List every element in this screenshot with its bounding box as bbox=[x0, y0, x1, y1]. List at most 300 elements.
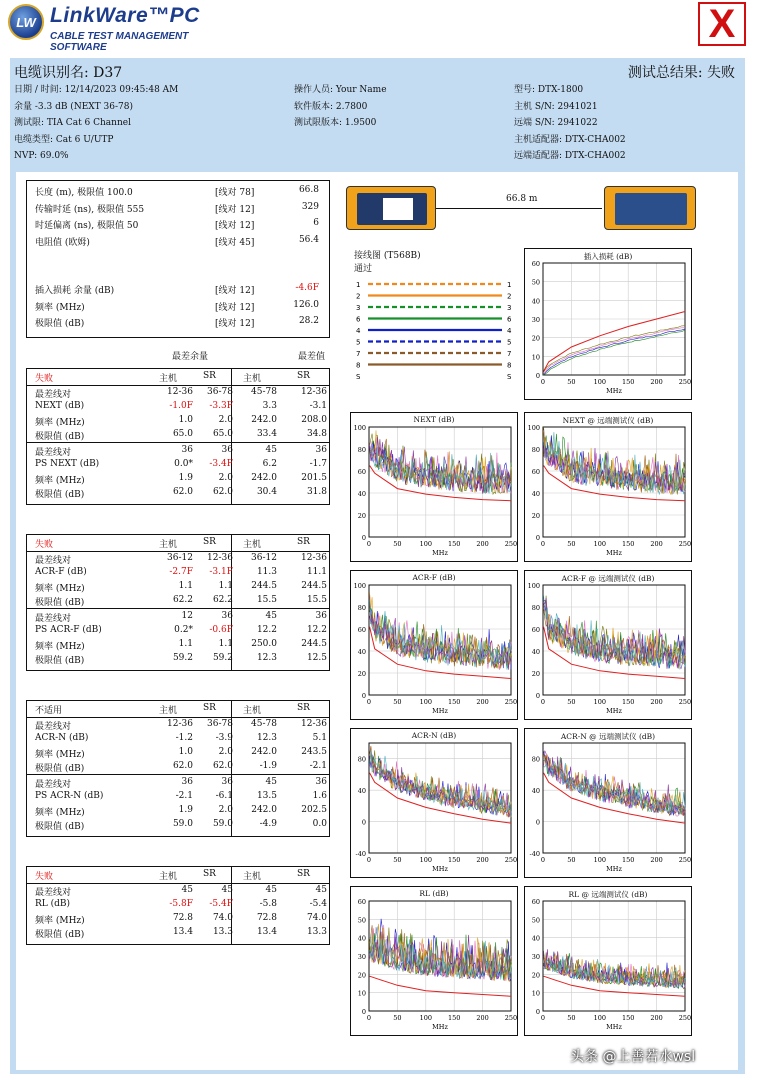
row-value: 12-36 bbox=[301, 387, 327, 397]
chart-title: RL @ 远端测试仪 (dB) bbox=[568, 890, 648, 899]
x-tick-label: 150 bbox=[447, 698, 461, 706]
table-col-header: SR bbox=[297, 371, 310, 381]
row-value: 62.0 bbox=[172, 487, 193, 497]
chart-panel bbox=[524, 248, 692, 400]
chart-plot bbox=[351, 413, 519, 563]
y-tick-label: 40 bbox=[531, 297, 540, 306]
summary-value: 56.4 bbox=[298, 234, 319, 245]
x-tick-label: 250 bbox=[678, 1014, 692, 1022]
x-axis-label: MHz bbox=[606, 865, 622, 873]
x-tick-label: 0 bbox=[540, 698, 546, 706]
wiremap-pin-right: 4 bbox=[507, 327, 512, 335]
il-label: 频率 (MHz) bbox=[35, 302, 85, 313]
row-value: -5.4 bbox=[309, 899, 327, 909]
wiremap-result: 通过 bbox=[354, 264, 373, 274]
x-axis-label: MHz bbox=[432, 1023, 448, 1031]
limit-line bbox=[370, 976, 511, 996]
block-divider bbox=[27, 774, 329, 775]
x-tick-label: 100 bbox=[593, 698, 607, 706]
y-tick-label: 40 bbox=[531, 934, 540, 943]
y-tick-label: 0 bbox=[535, 372, 540, 380]
x-tick-label: 250 bbox=[678, 698, 692, 706]
result-table bbox=[26, 866, 330, 945]
row-value: 1.0 bbox=[178, 747, 193, 757]
row-label: ACR-F (dB) bbox=[35, 567, 87, 577]
y-tick-label: 50 bbox=[531, 916, 540, 925]
app-name: LinkWare™PC bbox=[50, 4, 200, 27]
x-tick-label: 200 bbox=[476, 1014, 489, 1022]
worst-value-header: 最差值 bbox=[298, 352, 326, 362]
row-value: 36 bbox=[315, 445, 327, 455]
row-value: 12.3 bbox=[256, 733, 277, 743]
row-value: 2.0 bbox=[218, 473, 233, 483]
y-tick-label: 0 bbox=[535, 692, 540, 700]
summary-value: 66.8 bbox=[298, 185, 319, 195]
row-value: 0.2* bbox=[174, 625, 193, 635]
x-tick-label: 50 bbox=[393, 1014, 402, 1022]
row-value: 13.5 bbox=[256, 791, 277, 801]
x-tick-label: 0 bbox=[366, 698, 372, 706]
row-label: 频率 (MHz) bbox=[35, 584, 85, 594]
row-value: 13.4 bbox=[256, 927, 277, 937]
il-value: 28.2 bbox=[298, 316, 319, 326]
summary-pair: [线对 78] bbox=[215, 188, 255, 198]
y-tick-label: 60 bbox=[357, 626, 366, 634]
y-tick-label: 0 bbox=[361, 1008, 366, 1016]
x-tick-label: 200 bbox=[476, 540, 489, 548]
row-value: -1.9 bbox=[259, 761, 277, 771]
row-label: 频率 (MHz) bbox=[35, 916, 85, 926]
wiremap-pin-right: 6 bbox=[507, 315, 512, 324]
row-value: 59.0 bbox=[212, 819, 233, 829]
chart-panel bbox=[350, 570, 518, 720]
y-tick-label: 20 bbox=[357, 512, 366, 520]
y-tick-label: 30 bbox=[357, 953, 366, 961]
row-value: 13.3 bbox=[212, 927, 233, 937]
wiremap-pin-right: S bbox=[507, 373, 512, 381]
x-axis-label: MHz bbox=[606, 549, 622, 557]
wiremap-pin-left: 4 bbox=[356, 327, 361, 335]
row-value: 1.1 bbox=[178, 639, 193, 649]
chart-panel bbox=[350, 412, 518, 562]
result-table bbox=[26, 368, 330, 505]
x-tick-label: 200 bbox=[650, 698, 663, 706]
row-value: 2.0 bbox=[218, 805, 233, 815]
y-tick-label: 40 bbox=[357, 787, 366, 796]
series-trace bbox=[544, 329, 685, 375]
row-value: 6.2 bbox=[262, 459, 277, 469]
header-limit: 测试限: TIA Cat 6 Channel bbox=[14, 118, 131, 128]
row-value: 12-36 bbox=[301, 553, 327, 563]
x-tick-label: 200 bbox=[650, 378, 663, 386]
y-tick-label: 40 bbox=[531, 787, 540, 796]
worst-margin-header: 最差余量 bbox=[172, 352, 209, 362]
row-value: 45 bbox=[181, 885, 193, 895]
row-value: 59.2 bbox=[212, 653, 233, 663]
chart-title: NEXT (dB) bbox=[413, 415, 455, 424]
row-value: 12-36 bbox=[207, 553, 233, 563]
chart-plot bbox=[351, 729, 519, 879]
x-tick-label: 50 bbox=[393, 698, 402, 706]
table-col-header: 主机 bbox=[159, 706, 178, 716]
row-value: 208.0 bbox=[301, 415, 327, 425]
chart-panel bbox=[524, 570, 692, 720]
row-value: 62.0 bbox=[212, 761, 233, 771]
row-value: 13.4 bbox=[172, 927, 193, 937]
table-col-header: 主机 bbox=[243, 540, 262, 550]
wiremap-pin-left: 7 bbox=[356, 350, 361, 358]
table-divider bbox=[27, 717, 329, 718]
row-value: 242.0 bbox=[251, 415, 277, 425]
header-main-sn: 主机 S/N: 2941021 bbox=[514, 101, 598, 112]
row-label: 最差线对 bbox=[35, 448, 72, 458]
chart-panel bbox=[350, 728, 518, 878]
x-tick-label: 250 bbox=[678, 378, 692, 386]
x-tick-label: 50 bbox=[393, 540, 402, 548]
row-value: 244.5 bbox=[301, 581, 327, 591]
y-tick-label: 20 bbox=[357, 670, 366, 678]
row-value: 1.1 bbox=[218, 639, 233, 649]
header-limit-version: 测试限版本: 1.9500 bbox=[294, 118, 377, 128]
row-value: 202.5 bbox=[301, 805, 327, 815]
x-tick-label: 250 bbox=[504, 1014, 518, 1022]
main-unit-icon bbox=[346, 186, 436, 230]
x-axis-label: MHz bbox=[432, 865, 448, 873]
table-status: 失败 bbox=[35, 540, 54, 550]
row-value: -3.1 bbox=[309, 401, 327, 411]
header-col-1 bbox=[14, 82, 178, 165]
y-tick-label: 40 bbox=[531, 490, 540, 498]
row-value: 1.1 bbox=[178, 581, 193, 591]
x-tick-label: 150 bbox=[621, 1014, 635, 1022]
y-tick-label: 80 bbox=[357, 446, 366, 454]
chart-title: ACR-N (dB) bbox=[411, 731, 457, 740]
header-software: 软件版本: 2.7800 bbox=[294, 101, 368, 112]
row-label: 极限值 (dB) bbox=[35, 432, 85, 442]
x-tick-label: 200 bbox=[476, 856, 489, 864]
wiremap-pin-left: 2 bbox=[356, 292, 361, 301]
row-value: 31.8 bbox=[306, 487, 327, 497]
table-col-header: SR bbox=[297, 869, 310, 879]
row-value: 59.0 bbox=[172, 819, 193, 829]
row-value: 244.5 bbox=[301, 639, 327, 649]
x-axis-label: MHz bbox=[606, 1023, 622, 1031]
y-tick-label: 100 bbox=[353, 424, 366, 432]
chart-panel bbox=[524, 412, 692, 562]
row-value: 12.2 bbox=[256, 625, 277, 635]
row-value: 72.8 bbox=[172, 913, 193, 923]
y-tick-label: 80 bbox=[531, 604, 540, 612]
summary-label: 时延偏离 (ns), 极限值 50 bbox=[35, 221, 139, 231]
row-value: 45 bbox=[265, 611, 277, 621]
row-label: 极限值 (dB) bbox=[35, 656, 85, 666]
block-divider bbox=[27, 442, 329, 443]
table-status: 失败 bbox=[35, 374, 54, 384]
y-tick-label: 0 bbox=[361, 692, 366, 700]
row-value: 36 bbox=[181, 777, 193, 787]
table-status: 不适用 bbox=[35, 706, 63, 716]
row-label: 最差线对 bbox=[35, 556, 72, 566]
wiremap-pin-left: 3 bbox=[356, 304, 361, 312]
x-tick-label: 250 bbox=[504, 698, 518, 706]
row-value: -5.4F bbox=[209, 899, 233, 909]
row-value: 2.0 bbox=[218, 415, 233, 425]
row-value: 1.1 bbox=[218, 581, 233, 591]
x-tick-label: 100 bbox=[419, 856, 433, 864]
chart-title: ACR-N @ 远端测试仪 (dB) bbox=[560, 732, 656, 741]
row-label: 频率 (MHz) bbox=[35, 750, 85, 760]
table-divider bbox=[27, 551, 329, 552]
y-tick-label: 10 bbox=[531, 353, 540, 362]
table-col-header: SR bbox=[203, 371, 216, 381]
x-axis-label: MHz bbox=[606, 707, 622, 715]
row-value: 36 bbox=[315, 777, 327, 787]
table-col-header: SR bbox=[297, 703, 310, 713]
fail-mark-icon: X bbox=[698, 2, 746, 46]
x-tick-label: 100 bbox=[593, 540, 607, 548]
watermark: 头条 @上善若水wsl bbox=[570, 1049, 696, 1065]
x-tick-label: 100 bbox=[419, 1014, 433, 1022]
row-value: 36-78 bbox=[207, 719, 233, 729]
row-label: 最差线对 bbox=[35, 390, 72, 400]
header-remote-adapter: 远端适配器: DTX-CHA002 bbox=[514, 151, 626, 161]
row-value: 74.0 bbox=[212, 913, 233, 923]
y-tick-label: 40 bbox=[357, 934, 366, 943]
chart-title: ACR-F @ 远端测试仪 (dB) bbox=[561, 574, 655, 583]
y-tick-label: 0 bbox=[535, 534, 540, 542]
row-value: 1.9 bbox=[178, 805, 193, 815]
header-operator: 操作人员: Your Name bbox=[294, 85, 387, 95]
x-tick-label: 50 bbox=[393, 856, 402, 864]
y-tick-label: 60 bbox=[357, 898, 366, 906]
row-value: 3.3 bbox=[262, 401, 277, 411]
row-value: 5.1 bbox=[312, 733, 327, 743]
x-tick-label: 0 bbox=[366, 540, 372, 548]
row-label: RL (dB) bbox=[35, 899, 71, 909]
row-value: 15.5 bbox=[256, 595, 277, 605]
row-value: 45 bbox=[221, 885, 233, 895]
series-trace bbox=[544, 598, 685, 669]
row-value: 36 bbox=[181, 445, 193, 455]
x-tick-label: 150 bbox=[621, 378, 635, 386]
row-value: 36 bbox=[221, 611, 233, 621]
row-value: -0.6F bbox=[209, 625, 233, 635]
row-value: 242.0 bbox=[251, 747, 277, 757]
summary-pair: [线对 45] bbox=[215, 237, 255, 248]
row-value: 45 bbox=[265, 885, 277, 895]
x-tick-label: 50 bbox=[567, 698, 576, 706]
chart-plot bbox=[525, 413, 693, 563]
y-tick-label: 40 bbox=[531, 648, 540, 656]
wiremap-lines bbox=[354, 248, 514, 408]
table-col-header: SR bbox=[203, 869, 216, 879]
y-tick-label: 60 bbox=[357, 468, 366, 476]
wiremap-pin-left: 5 bbox=[356, 338, 361, 347]
x-tick-label: 200 bbox=[476, 698, 489, 706]
row-label: PS ACR-F (dB) bbox=[35, 625, 102, 635]
row-value: 45-78 bbox=[251, 387, 277, 397]
row-label: 最差线对 bbox=[35, 780, 72, 790]
wiremap-pin-right: 5 bbox=[507, 338, 512, 347]
il-value: 126.0 bbox=[293, 299, 319, 310]
y-tick-label: 100 bbox=[527, 424, 540, 432]
row-value: 36 bbox=[221, 777, 233, 787]
row-value: 65.0 bbox=[212, 429, 233, 439]
report-panel bbox=[10, 58, 745, 1074]
x-tick-label: 250 bbox=[678, 540, 692, 548]
y-tick-label: 50 bbox=[357, 916, 366, 925]
chart-plot bbox=[351, 571, 519, 721]
chart-plot bbox=[525, 887, 693, 1037]
row-value: -4.9 bbox=[259, 819, 277, 829]
chart-plot bbox=[525, 729, 693, 879]
summary-box bbox=[26, 180, 330, 338]
header-col-3 bbox=[514, 82, 626, 165]
header-cable-type: 电缆类型: Cat 6 U/UTP bbox=[14, 134, 114, 145]
header-model: 型号: DTX-1800 bbox=[514, 85, 584, 95]
row-label: 极限值 (dB) bbox=[35, 490, 85, 500]
summary-value: 6 bbox=[313, 218, 319, 228]
result-table bbox=[26, 700, 330, 837]
row-value: 243.5 bbox=[301, 747, 327, 757]
x-tick-label: 250 bbox=[504, 856, 518, 864]
wiremap-pin-left: S bbox=[356, 373, 361, 381]
row-value: 30.4 bbox=[256, 487, 277, 497]
x-tick-label: 250 bbox=[504, 540, 518, 548]
row-value: -2.1 bbox=[175, 791, 193, 801]
wiremap-pin-right: 7 bbox=[507, 350, 512, 358]
report-header bbox=[10, 58, 745, 176]
series-trace bbox=[544, 330, 685, 375]
chart-panel bbox=[350, 886, 518, 1036]
x-tick-label: 100 bbox=[419, 540, 433, 548]
table-status: 失败 bbox=[35, 872, 54, 882]
table-col-header: 主机 bbox=[159, 540, 178, 550]
cable-line bbox=[436, 208, 602, 209]
x-tick-label: 0 bbox=[540, 378, 546, 386]
row-value: 12-36 bbox=[167, 387, 193, 397]
chart-title: 插入损耗 (dB) bbox=[583, 252, 633, 261]
link-length: 66.8 m bbox=[506, 194, 538, 204]
row-label: 频率 (MHz) bbox=[35, 642, 85, 652]
header-nvp: NVP: 69.0% bbox=[14, 151, 69, 161]
row-value: -2.7F bbox=[169, 567, 193, 577]
row-value: 2.0 bbox=[218, 747, 233, 757]
tester-diagram bbox=[342, 184, 698, 234]
row-value: -3.4F bbox=[209, 459, 233, 469]
y-tick-label: 10 bbox=[531, 989, 540, 998]
il-pair: [线对 12] bbox=[215, 302, 255, 313]
header-remote-sn: 远端 S/N: 2941022 bbox=[514, 118, 598, 128]
wiremap-title: 接线图 (T568B) bbox=[354, 251, 421, 261]
y-tick-label: 20 bbox=[531, 670, 540, 678]
table-col-header: SR bbox=[203, 537, 216, 547]
x-tick-label: 150 bbox=[447, 540, 461, 548]
row-label: 最差线对 bbox=[35, 888, 72, 898]
row-value: -1.7 bbox=[309, 459, 327, 469]
row-label: 频率 (MHz) bbox=[35, 418, 85, 428]
x-tick-label: 200 bbox=[650, 540, 663, 548]
row-value: 59.2 bbox=[172, 653, 193, 663]
x-tick-label: 250 bbox=[678, 856, 692, 864]
row-value: 12-36 bbox=[301, 719, 327, 729]
y-tick-label: 30 bbox=[531, 953, 540, 961]
plot-frame bbox=[369, 743, 511, 853]
il-value: -4.6F bbox=[295, 283, 319, 293]
summary-label: 长度 (m), 极限值 100.0 bbox=[35, 188, 133, 198]
il-pair: [线对 12] bbox=[215, 286, 255, 296]
y-tick-label: 30 bbox=[531, 316, 540, 324]
row-label: 频率 (MHz) bbox=[35, 808, 85, 818]
il-label: 插入损耗 余量 (dB) bbox=[35, 286, 115, 296]
row-value: 0.0* bbox=[174, 459, 193, 469]
row-value: 13.3 bbox=[306, 927, 327, 937]
y-tick-label: -40 bbox=[355, 850, 366, 858]
row-value: 11.1 bbox=[306, 567, 327, 577]
row-value: 11.3 bbox=[256, 567, 277, 577]
test-summary: 测试总结果: 失败 bbox=[627, 65, 735, 81]
table-col-header: SR bbox=[297, 537, 310, 547]
y-tick-label: 40 bbox=[357, 648, 366, 656]
chart-plot bbox=[525, 249, 693, 401]
limit-line bbox=[370, 627, 511, 679]
row-value: -3.3F bbox=[209, 401, 233, 411]
cable-id: 电缆识别名: D37 bbox=[14, 65, 123, 81]
y-tick-label: 60 bbox=[531, 626, 540, 634]
y-tick-label: 0 bbox=[535, 818, 540, 827]
row-value: -2.1 bbox=[309, 761, 327, 771]
row-value: 12.3 bbox=[256, 653, 277, 663]
row-value: 201.5 bbox=[301, 473, 327, 483]
series-trace bbox=[370, 756, 511, 817]
x-tick-label: 150 bbox=[447, 856, 461, 864]
row-value: 36-12 bbox=[167, 553, 193, 563]
result-table bbox=[26, 534, 330, 671]
row-value: 62.0 bbox=[212, 487, 233, 497]
row-value: 45-78 bbox=[251, 719, 277, 729]
y-tick-label: 80 bbox=[357, 755, 366, 764]
x-tick-label: 0 bbox=[366, 856, 372, 864]
x-tick-label: 100 bbox=[593, 1014, 607, 1022]
row-value: -5.8F bbox=[169, 899, 193, 909]
row-label: 频率 (MHz) bbox=[35, 476, 85, 486]
row-value: 1.0 bbox=[178, 415, 193, 425]
x-axis-label: MHz bbox=[432, 707, 448, 715]
row-label: 极限值 (dB) bbox=[35, 822, 85, 832]
row-value: 36-12 bbox=[251, 553, 277, 563]
row-value: 244.5 bbox=[251, 581, 277, 591]
wiremap-pin-left: 1 bbox=[356, 281, 361, 289]
x-tick-label: 150 bbox=[447, 1014, 461, 1022]
series-trace bbox=[544, 326, 685, 372]
y-tick-label: 80 bbox=[531, 446, 540, 454]
x-tick-label: 0 bbox=[366, 1014, 372, 1022]
report-body bbox=[16, 172, 738, 1070]
row-value: 72.8 bbox=[256, 913, 277, 923]
chart-panel bbox=[524, 886, 692, 1036]
table-divider bbox=[27, 883, 329, 884]
header-margin: 余量 -3.3 dB (NEXT 36-78) bbox=[14, 101, 133, 112]
series-trace bbox=[370, 754, 511, 817]
y-tick-label: 60 bbox=[531, 260, 540, 268]
app-subtitle: CABLE TEST MANAGEMENT SOFTWARE bbox=[50, 31, 189, 53]
x-tick-label: 0 bbox=[540, 856, 546, 864]
x-tick-label: 50 bbox=[567, 856, 576, 864]
x-tick-label: 150 bbox=[621, 698, 635, 706]
table-col-header: 主机 bbox=[159, 872, 178, 882]
row-label: 最差线对 bbox=[35, 722, 72, 732]
y-tick-label: 0 bbox=[361, 818, 366, 827]
